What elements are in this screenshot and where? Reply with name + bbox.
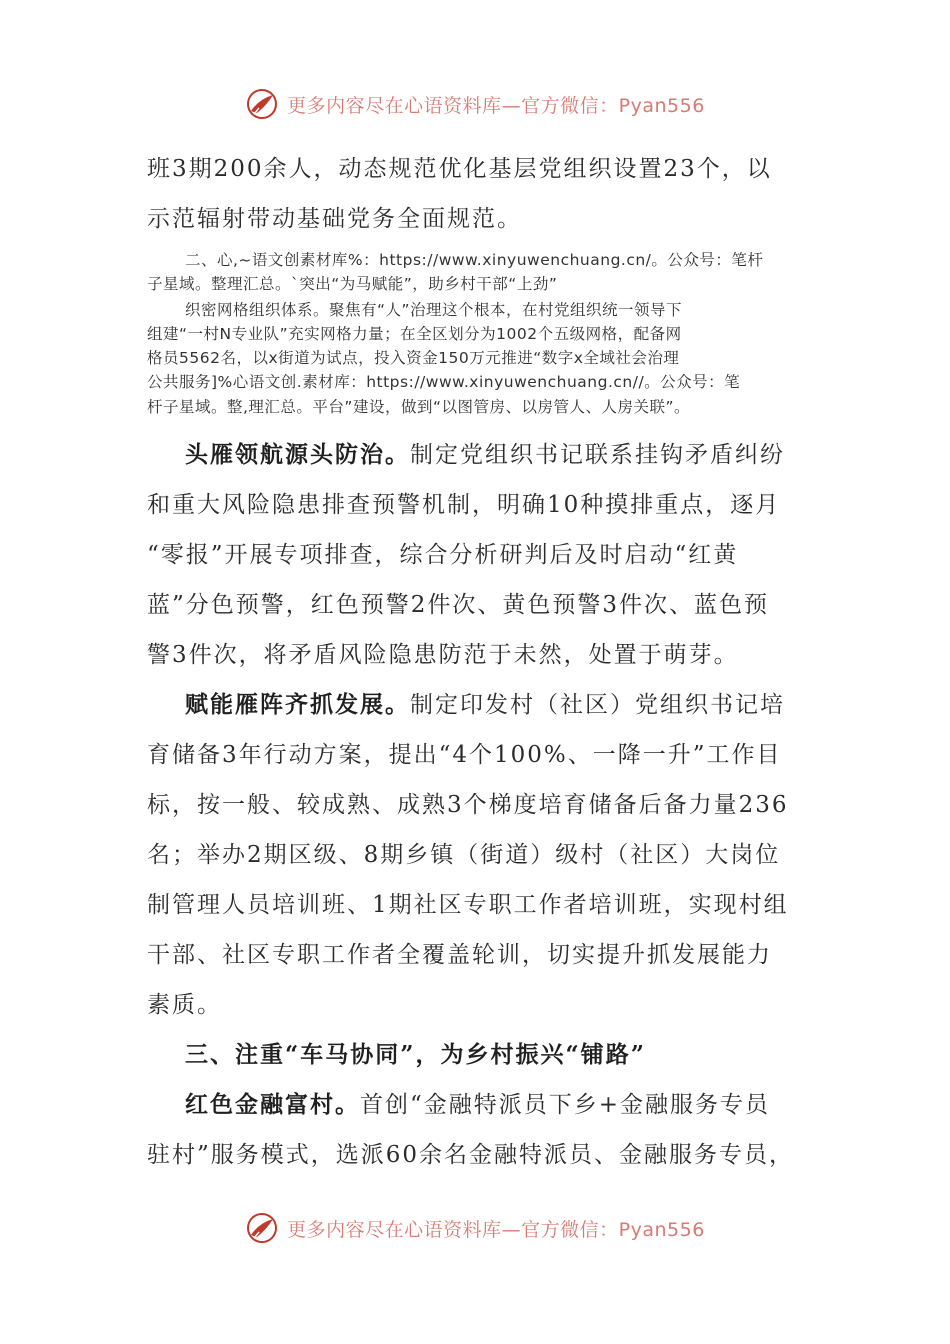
lead-paragraph-line: 蓝”分色预警，红色预警2件次、黄色预警3件次、蓝色预 bbox=[147, 592, 770, 618]
empower-paragraph-line bbox=[185, 686, 785, 719]
grid-paragraph-line: 组建“一村N专业队”充实网格力量；在全区划分为1002个五级网格，配备网 bbox=[147, 325, 682, 343]
empower-paragraph-line: 名；举办2期区级、8期乡镇（街道）级村（社区）大岗位 bbox=[147, 842, 781, 868]
watermark-header bbox=[0, 84, 950, 124]
finance-title: 红色金融富村。 bbox=[185, 1091, 360, 1118]
empower-paragraph-line: 素质。 bbox=[147, 992, 222, 1018]
paragraph-line: 示范辐射带动基础党务全面规范。 bbox=[147, 206, 522, 232]
empower-paragraph-line: 干部、社区专职工作者全覆盖轮训，切实提升抓发展能力 bbox=[147, 942, 772, 968]
paragraph-line: 班3期200余人，动态规范优化基层党组织设置23个，以 bbox=[147, 156, 772, 182]
empower-text: 制定印发村（社区）党组织书记培 bbox=[410, 692, 785, 718]
section-2-heading-cont: 子星域。整理汇总。`突出“为马赋能”，助乡村干部“上劲” bbox=[147, 275, 558, 293]
section-2-heading: 二、心,~语文创素材库%：https://www.xinyuwenchuang.cn/。公众号：笔杆 bbox=[185, 251, 764, 269]
watermark-text: 更多内容尽在心语资料库—官方微信：Pyan556 bbox=[287, 94, 705, 117]
finance-paragraph-line: 驻村”服务模式，选派60余名金融特派员、金融服务专员， bbox=[147, 1142, 795, 1168]
empower-paragraph-line: 育储备3年行动方案，提出“4个100%、一降一升”工作目 bbox=[147, 742, 782, 768]
finance-paragraph-line bbox=[185, 1086, 770, 1119]
lead-paragraph-line: 和重大风险隐患排查预警机制，明确10种摸排重点，逐月 bbox=[147, 492, 781, 518]
grid-paragraph-line: 织密网格组织体系。聚焦有“人”治理这个根本，在村党组织统一领导下 bbox=[185, 301, 683, 319]
grid-paragraph-line: 杆子星域。整,理汇总。平台”建设，做到“以图管房、以房管人、人房关联”。 bbox=[147, 398, 691, 416]
lead-paragraph-line: 警3件次，将矛盾风险隐患防范于未然，处置于萌芽。 bbox=[147, 642, 739, 668]
empower-paragraph-line: 制管理人员培训班、1期社区专职工作者培训班，实现村组 bbox=[147, 892, 789, 918]
lead-title: 头雁领航源头防治。 bbox=[185, 441, 410, 468]
grid-paragraph-line: 格员5562名，以x街道为试点，投入资金150万元推进“数字x全域社会治理 bbox=[147, 349, 680, 367]
lead-text: 制定党组织书记联系挂钩矛盾纠纷 bbox=[410, 442, 785, 468]
watermark-footer bbox=[0, 1208, 950, 1248]
section-3-heading: 三、注重“车马协同”，为乡村振兴“铺路” bbox=[185, 1041, 646, 1068]
finance-text: 首创“金融特派员下乡+金融服务专员 bbox=[360, 1092, 771, 1118]
watermark-text: 更多内容尽在心语资料库—官方微信：Pyan556 bbox=[287, 1218, 705, 1241]
pen-nib-logo-icon bbox=[245, 87, 279, 121]
lead-paragraph-line: “零报”开展专项排查，综合分析研判后及时启动“红黄 bbox=[147, 542, 739, 568]
grid-paragraph-line: 公共服务]%心语文创.素材库：https://www.xinyuwenchuang.cn//。公众号：笔 bbox=[147, 373, 741, 391]
lead-paragraph-line bbox=[185, 436, 785, 469]
empower-title: 赋能雁阵齐抓发展。 bbox=[185, 691, 410, 718]
pen-nib-logo-icon bbox=[245, 1211, 279, 1245]
empower-paragraph-line: 标，按一般、较成熟、成熟3个梯度培育储备后备力量236 bbox=[147, 792, 789, 818]
